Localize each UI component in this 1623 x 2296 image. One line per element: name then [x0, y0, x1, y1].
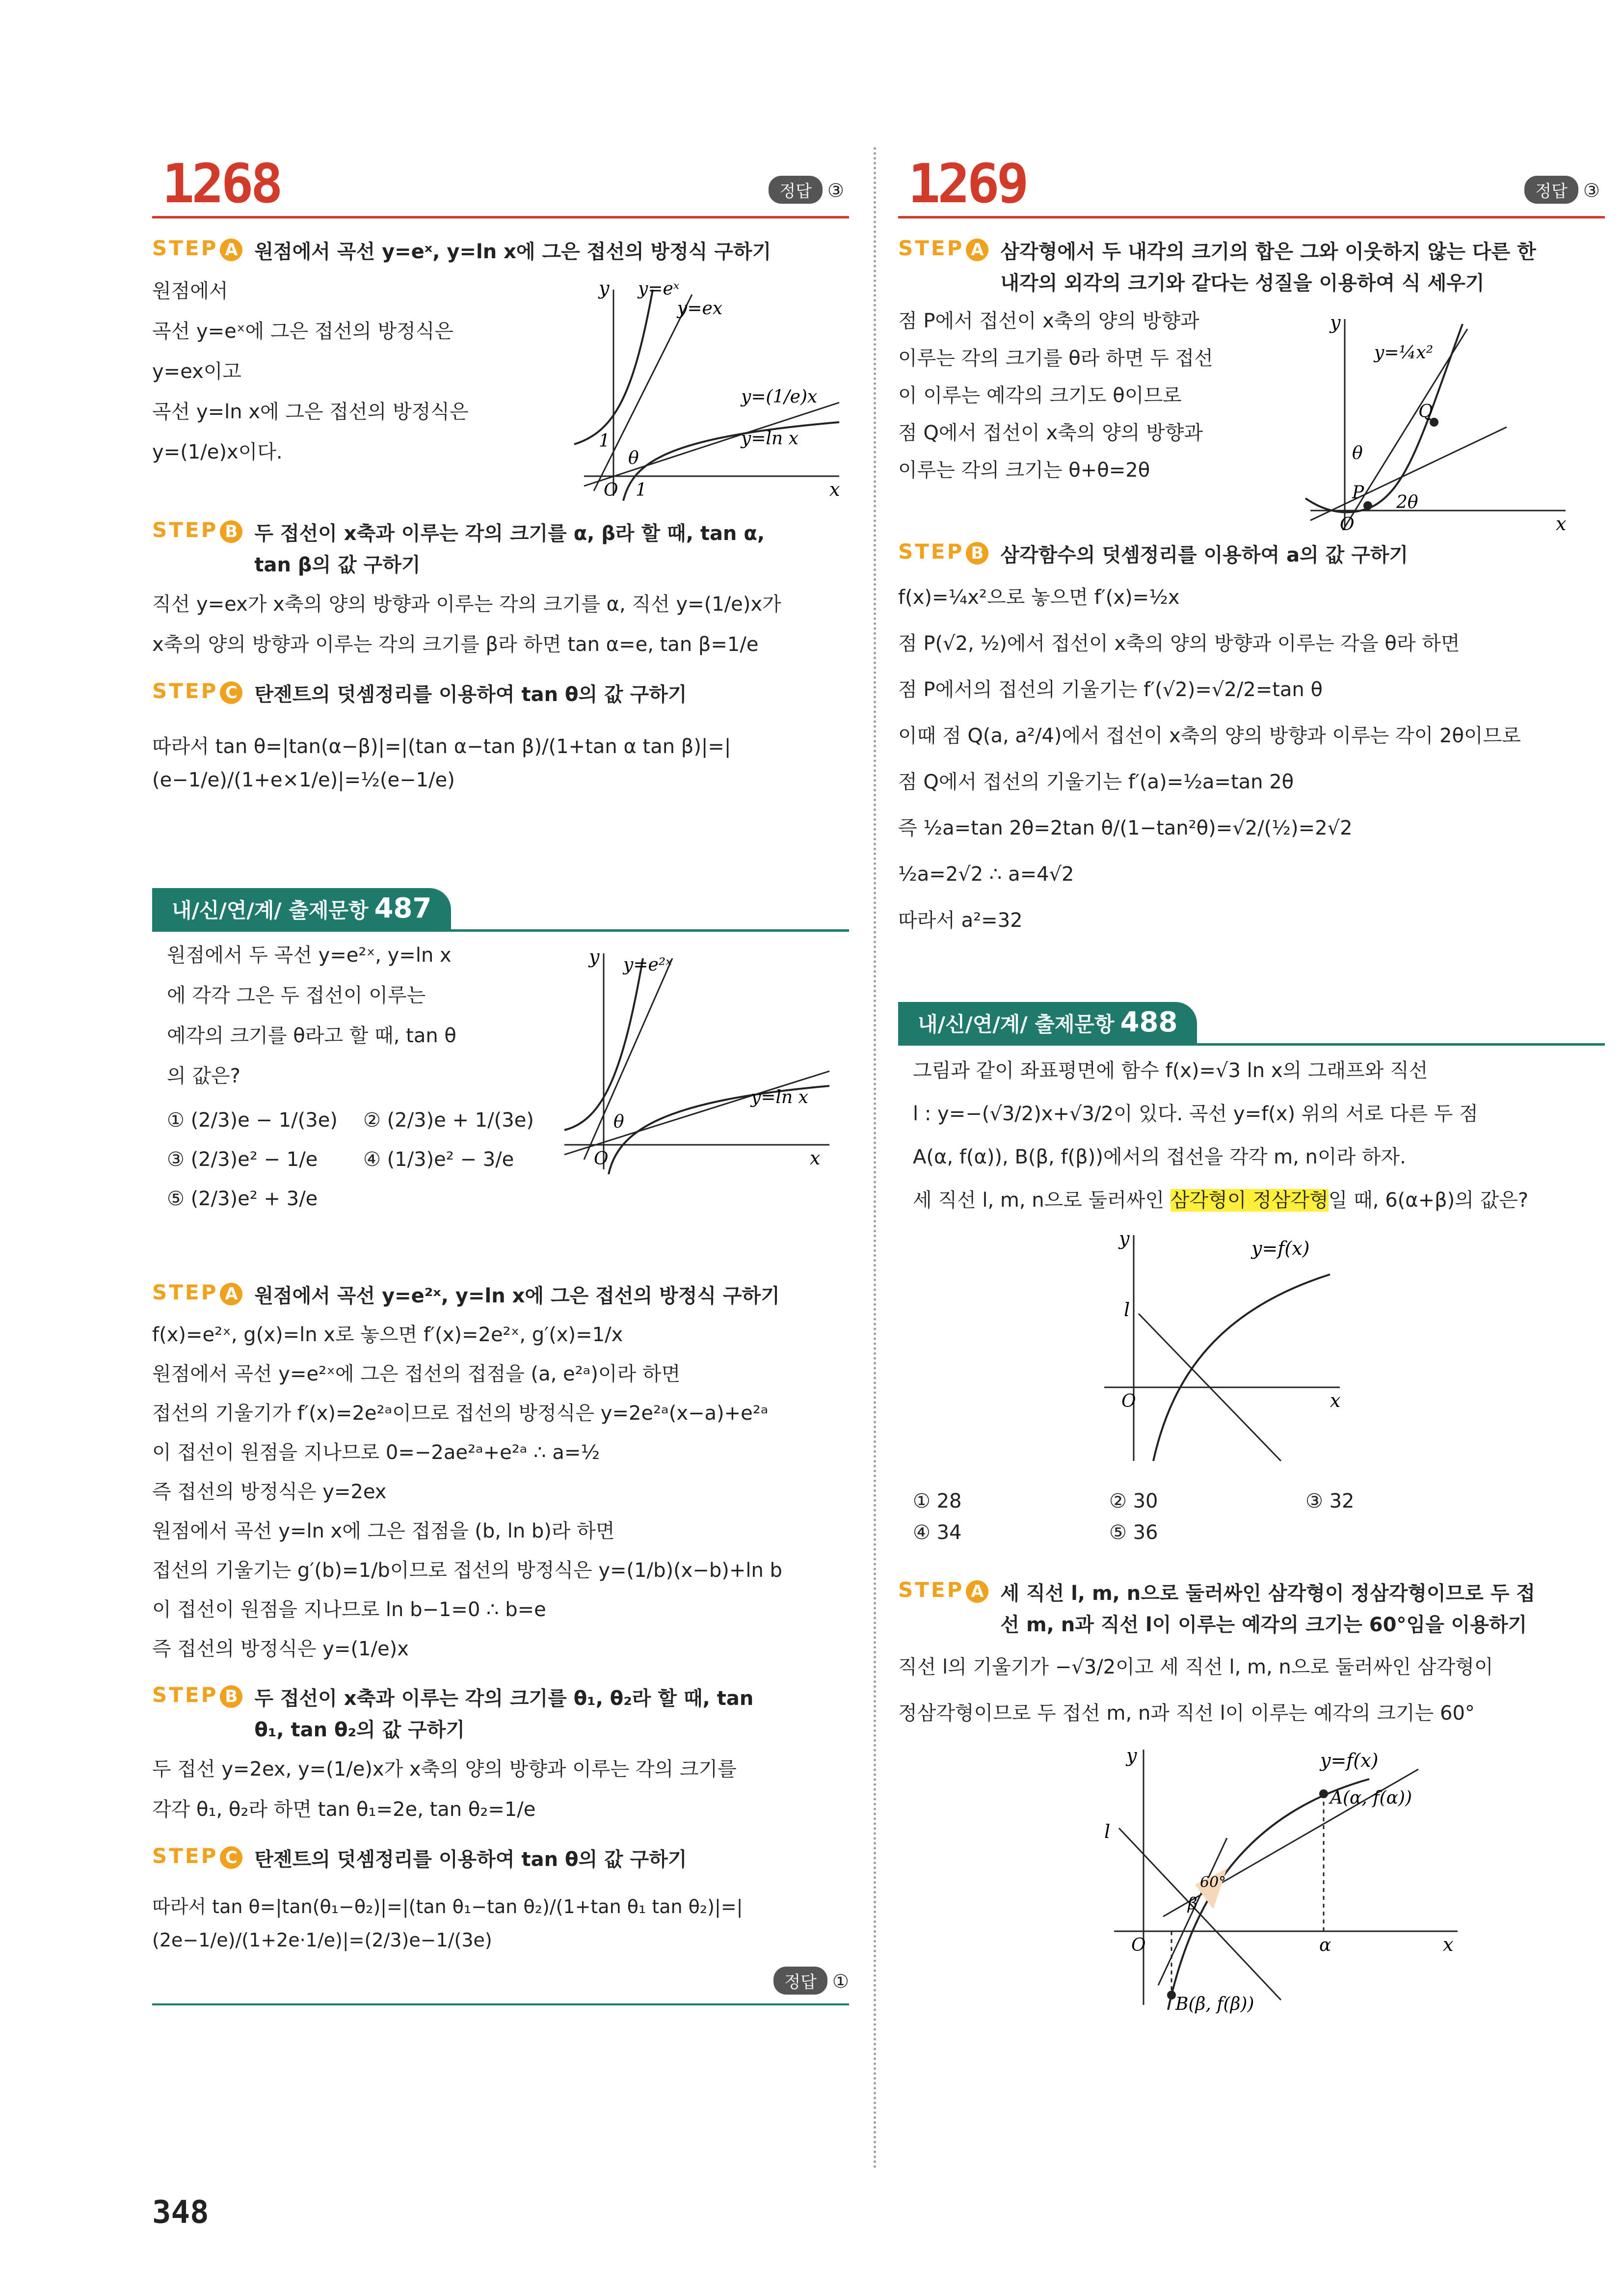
- step-a-488-body: 직선 l의 기울기가 −√3/2이고 세 직선 l, m, n으로 둘러싸인 삼각형이 정삼각형이므로 두 접선 m, n과 직선 l이 이루는 예각의 크기는 60°: [898, 1656, 1493, 1725]
- step-a-body: 원점에서 곡선 y=eˣ에 그은 접선의 방정식은 y=ex이고 곡선 y=ln x에 그은 접선의 방정식은 y=(1/e)x이다.: [152, 280, 469, 463]
- alpha-label: α: [1319, 1935, 1331, 1955]
- graph-487: [555, 944, 849, 1179]
- choices-487: [167, 1101, 559, 1218]
- step-b-body: 직선 y=ex가 x축의 양의 방향과 이루는 각의 크기를 α, 직선 y=(1/e)x가 x축의 양의 방향과 이루는 각의 크기를 β라 하면 tan α=e, tan β=1/e: [152, 593, 781, 656]
- step-b-1269: [898, 540, 1605, 571]
- y-axis-label: y: [1126, 1745, 1137, 1766]
- point-a-label: A(α, f(α)): [1330, 1788, 1412, 1808]
- highlight: 삼각형이 정삼각형: [1170, 1189, 1329, 1212]
- origin-label: O: [1131, 1935, 1146, 1955]
- x-axis-label: x: [810, 1147, 821, 1169]
- problem-number: 1268: [162, 152, 280, 215]
- left-column: [152, 147, 849, 2005]
- step-b-487: [152, 1683, 849, 1746]
- step-title: 세 직선 l, m, n으로 둘러싸인 삼각형이 정삼각형이므로 두 접선 m, n과 직선 l이 이루는 예각의 크기는 60°임을 이용하기: [1000, 1582, 1536, 1636]
- problem-1268-header: [152, 147, 849, 218]
- step-title: 탄젠트의 덧셈정리를 이용하여 tan θ의 값 구하기: [254, 1848, 687, 1871]
- point-b-label: B(β, f(β)): [1175, 1994, 1254, 2014]
- step-tag: STEP B: [152, 1683, 242, 1708]
- step-c: [152, 679, 849, 710]
- two-theta-label: 2θ: [1396, 492, 1418, 513]
- graph-1268: [555, 275, 849, 501]
- answer-box: [769, 176, 844, 204]
- step-a-1269-body: 점 P에서 접선이 x축의 양의 방향과 이루는 각의 크기를 θ라 하면 두 접선 이 이루는 예각의 크기도 θ이므로 점 Q에서 접선이 x축의 양의 방향과 이루는 각의 크기는 θ+θ=2θ: [898, 310, 1213, 482]
- origin-label: O: [1340, 514, 1355, 530]
- step-title: 삼각함수의 덧셈정리를 이용하여 a의 값 구하기: [1000, 544, 1409, 567]
- curve-label: y=f(x): [1251, 1238, 1310, 1259]
- step-tag: STEP C: [152, 679, 242, 704]
- curve-label-ex: y=ex: [677, 298, 723, 319]
- point-q-label: Q: [1418, 402, 1433, 422]
- choice-3[interactable]: ③ 32: [1305, 1490, 1355, 1513]
- x-axis-label: x: [1443, 1934, 1454, 1955]
- point-p-label: P: [1352, 483, 1364, 503]
- problem-number: 1269: [908, 152, 1026, 215]
- curve-label: y=f(x): [1320, 1750, 1379, 1771]
- graph-488: [1075, 1225, 1350, 1471]
- step-a: [152, 236, 849, 268]
- choices-488: [898, 1486, 1605, 1548]
- curve-label-ln: y=ln x: [741, 429, 798, 449]
- naesin-tag: 내/신/연/계/ 출제문항 488: [898, 1002, 1197, 1043]
- y-axis-label: y: [589, 946, 600, 968]
- choice-4[interactable]: ④ 34: [913, 1521, 962, 1544]
- curve-label-exp: y=eˣ: [638, 279, 680, 299]
- step-tag: STEP C: [152, 1844, 242, 1869]
- sixty-label: 60°: [1200, 1874, 1226, 1891]
- theta-label: θ: [628, 448, 639, 468]
- answer-value: ③: [827, 180, 844, 201]
- question-488: 그림과 같이 좌표평면에 함수 f(x)=√3 ln x의 그래프와 직선 l : y=−(√3/2)x+√3/2이 있다. 곡선 y=f(x) 위의 서로 다른 두 점 A(α, f(α)), B(β, f(β))에서의 접선을 각각 m, n이라 하자. 세 직선 l, m, n으로 둘러싸인 삼각형이 정삼각형일 때, 6(α+β)의 값은?: [913, 1059, 1529, 1212]
- choice-1[interactable]: ① 28: [913, 1490, 962, 1513]
- step-title: 탄젠트의 덧셈정리를 이용하여 tan θ의 값 구하기: [254, 683, 687, 706]
- step-tag: STEP A: [898, 1578, 988, 1603]
- section-end-line: [152, 2003, 849, 2005]
- answer-box: [1524, 176, 1600, 204]
- problem-487: [152, 939, 849, 1263]
- line-l-label: l: [1124, 1299, 1130, 1321]
- problem-1269-header: [898, 147, 1605, 218]
- beta-label: β: [1188, 1894, 1197, 1914]
- step-title: 두 접선이 x축과 이루는 각의 크기를 α, β라 할 때, tan α, tan β의 값 구하기: [254, 522, 765, 576]
- step-c-487: [152, 1844, 849, 1875]
- problem-487-header: [152, 885, 849, 932]
- one-x-label: 1: [636, 480, 647, 500]
- right-column: [898, 147, 1605, 2015]
- question-487: 원점에서 두 곡선 y=e²ˣ, y=ln x 에 각각 그은 두 접선이 이루는 예각의 크기를 θ라고 할 때, tan θ 의 값은?: [167, 944, 456, 1087]
- x-axis-label: x: [1556, 513, 1567, 530]
- problem-488-header: [898, 999, 1605, 1046]
- line-l-label: l: [1104, 1821, 1111, 1842]
- curve-label-e2x: y=e²ˣ: [623, 955, 672, 975]
- step-a-487: [152, 1280, 849, 1312]
- origin-label: O: [594, 1149, 609, 1169]
- step-title: 원점에서 곡선 y=eˣ, y=ln x에 그은 접선의 방정식 구하기: [254, 241, 772, 263]
- step-a-488: [898, 1578, 1605, 1641]
- answer-label: 정답: [769, 176, 823, 204]
- graph-488-wrap: [898, 1225, 1605, 1481]
- curve-label: y=¼x²: [1374, 343, 1434, 363]
- step-a-1269: [898, 236, 1605, 299]
- step-b-487-body: 두 접선 y=2ex, y=(1/e)x가 x축의 양의 방향과 이루는 각의 크기를 각각 θ₁, θ₂라 하면 tan θ₁=2e, tan θ₂=1/e: [152, 1758, 737, 1821]
- x-axis-label: x: [829, 479, 840, 500]
- choice-2[interactable]: ② (2/3)e + 1/(3e): [363, 1109, 534, 1132]
- choice-2[interactable]: ② 30: [1109, 1490, 1158, 1513]
- column-divider: [874, 147, 878, 2170]
- step-c-487-body: 따라서 tan θ=|tan(θ₁−θ₂)|=|(tan θ₁−tan θ₂)/(1+tan θ₁ tan θ₂)|=|(2e−1/e)/(1+2e·1/e)|=(2/3)e−1/(3e): [152, 1896, 743, 1951]
- choice-5[interactable]: ⑤ (2/3)e² + 3/e: [167, 1188, 318, 1210]
- step-b-1269-body: f(x)=¼x²으로 놓으면 f′(x)=½x 점 P(√2, ½)에서 접선이 x축의 양의 방향과 이루는 각을 θ라 하면 점 P에서의 접선의 기울기는 f′(√2)=√2/2=tan θ 이때 점 Q(a, a²/4)에서 접선이 x축의 양의 방향과 이루는 각이 2θ이므로 점 Q에서 접선의 기울기는 f′(a)=½a=tan 2θ 즉 ½a=tan 2θ=2tan θ/(1−tan²θ)=√2/(½)=2√2 ½a=2√2 ∴ a=4√2 따라서 a²=32: [898, 586, 1521, 932]
- theta-label: θ: [1352, 443, 1363, 463]
- answer-487: 정답 ①: [152, 1967, 849, 1995]
- curve-label-ln: y=ln x: [751, 1087, 808, 1107]
- naesin-tag: 내/신/연/계/ 출제문항 487: [152, 888, 451, 929]
- answer-label: 정답: [1524, 176, 1578, 204]
- step-tag: STEP A: [898, 236, 988, 261]
- origin-label: O: [1121, 1391, 1136, 1411]
- y-axis-label: y: [1330, 312, 1341, 333]
- step-tag: STEP B: [152, 518, 242, 543]
- step-title: 원점에서 곡선 y=e²ˣ, y=ln x에 그은 접선의 방정식 구하기: [254, 1285, 780, 1307]
- origin-label: O: [604, 480, 618, 500]
- choice-5[interactable]: ⑤ 36: [1109, 1521, 1158, 1544]
- step-c-body: 따라서 tan θ=|tan(α−β)|=|(tan α−tan β)/(1+tan α tan β)|=|(e−1/e)/(1+e×1/e)|=½(e−1/e): [152, 735, 731, 791]
- graph-1269: [1301, 304, 1575, 530]
- step-tag: STEP B: [898, 540, 988, 565]
- choice-3[interactable]: ③ (2/3)e² − 1/e: [167, 1148, 318, 1171]
- curve-label-1e: y=(1/e)x: [741, 387, 818, 407]
- y-axis-label: y: [1119, 1228, 1130, 1249]
- step-tag: STEP A: [152, 236, 242, 261]
- step-title: 삼각형에서 두 내각의 크기의 합은 그와 이웃하지 않는 다른 한 내각의 외각의 크기와 같다는 성질을 이용하여 식 세우기: [1000, 241, 1536, 295]
- answer-value: ③: [1583, 180, 1600, 201]
- step-a-487-body: f(x)=e²ˣ, g(x)=ln x로 놓으면 f′(x)=2e²ˣ, g′(x)=1/x 원점에서 곡선 y=e²ˣ에 그은 접선의 접점을 (a, e²ᵃ)이라 하면 접선의 기울기가 f′(x)=2e²ᵃ이므로 접선의 방정식은 y=2e²ᵃ(x−a)+e²ᵃ 이 접선이 원점을 지나므로 0=−2ae²ᵃ+e²ᵃ ∴ a=½ 즉 접선의 방정식은 y=2ex 원점에서 곡선 y=ln x에 그은 접점을 (b, ln b)라 하면 접선의 기울기는 g′(b)=1/b이므로 접선의 방정식은 y=(1/b)(x−b)+ln b 이 접선이 원점을 지나므로 ln b−1=0 ∴ b=e 즉 접선의 방정식은 y=(1/e)x: [152, 1324, 782, 1660]
- one-y-label: 1: [599, 431, 610, 451]
- y-axis-label: y: [599, 277, 610, 299]
- choice-4[interactable]: ④ (1/3)e² − 3/e: [363, 1148, 514, 1171]
- graph-488-solution: [1085, 1740, 1467, 2015]
- theta-label: θ: [613, 1112, 624, 1132]
- page-number: 348: [152, 2194, 209, 2231]
- step-title: 두 접선이 x축과 이루는 각의 크기를 θ₁, θ₂라 할 때, tan θ₁, tan θ₂의 값 구하기: [254, 1687, 754, 1741]
- step-b: [152, 518, 849, 581]
- choice-1[interactable]: ① (2/3)e − 1/(3e): [167, 1109, 338, 1132]
- step-tag: STEP A: [152, 1280, 242, 1305]
- x-axis-label: x: [1330, 1390, 1341, 1411]
